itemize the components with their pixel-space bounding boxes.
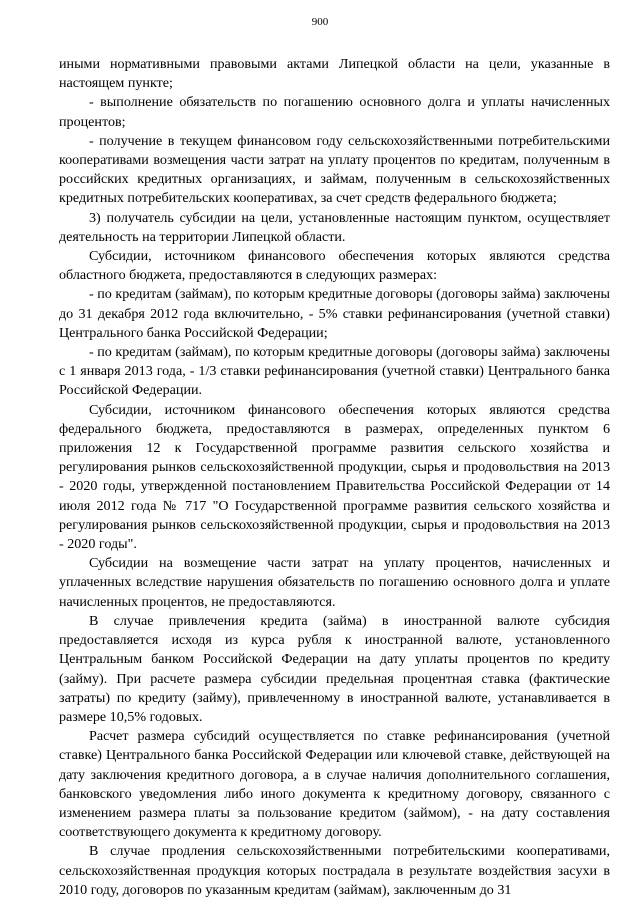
paragraph: Субсидии, источником финансового обеспечения которых являются средства федерального бюджета, предоставляются в размерах, определенных пунктом 6 приложения 12 к Государственной программе развития сельского хозяйства и регулирования рынков сельскохозяйственной продукции, сырья и продовольствия на 2013 - 2020 годы, утвержденной постановлением Правительства Российской Федерации от 14 июля 2012 года № 717 "О Государственной программе развития сельского хозяйства и регулирования рынков сельскохозяйственной продукции, сырья и продовольствия на 2013 - 2020 годы".	[59, 401, 610, 553]
document-body	[59, 55, 610, 900]
paragraph: Субсидии на возмещение части затрат на уплату процентов, начисленных и уплаченных вследствие нарушения обязательств по погашению основного долга и уплате начисленных процентов, не предоставляются.	[59, 555, 610, 610]
page-number: 900	[311, 16, 329, 28]
paragraph: Расчет размера субсидий осуществляется по ставке рефинансирования (учетной ставке) Центрального банка Российской Федерации или ключевой ставке, действующей на дату заключения кредитного договора, а в случае наличия дополнительного соглашения, банковского уведомления либо иного документа к кредитному договору, связанного с изменением размера платы за пользование кредитом (займом), - на дату составления соответствующего документа к кредитному договору.	[59, 728, 610, 841]
paragraph: - выполнение обязательств по погашению основного долга и уплаты начисленных процентов;	[59, 94, 610, 130]
paragraph: - по кредитам (займам), по которым кредитные договоры (договоры займа) заключены до 31 декабря 2012 года включительно, - 5% ставки рефинансирования (учетной ставки) Центрального банка Российской Федерации;	[59, 286, 610, 341]
paragraph: иными нормативными правовыми актами Липецкой области на цели, указанные в настоящем пункте;	[59, 56, 610, 92]
paragraph: Субсидии, источником финансового обеспечения которых являются средства областного бюджета, предоставляются в следующих размерах:	[59, 248, 610, 284]
paragraph: 3) получатель субсидии на цели, установленные настоящим пунктом, осуществляет деятельность на территории Липецкой области.	[59, 209, 610, 245]
paragraph: - по кредитам (займам), по которым кредитные договоры (договоры займа) заключены с 1 января 2013 года, - 1/3 ставки рефинансирования (учетной ставки) Центрального банка Российской Федерации.	[59, 344, 610, 399]
paragraph: В случае продления сельскохозяйственными потребительскими кооперативами, сельскохозяйственная продукция которых пострадала в результате воздействия засухи в 2010 году, договоров по указанным кредитам (займам), заключенным до 31	[59, 843, 610, 898]
paragraph: В случае привлечения кредита (займа) в иностранной валюте субсидия предоставляется исходя из курса рубля к иностранной валюте, установленного Центральным банком Российской Федерации на дату уплаты процентов по кредиту (займу). При расчете размера субсидии предельная процентная ставка (фактические затраты) по кредиту (займу), привлеченному в иностранной валюте, устанавливается в размере 10,5% годовых.	[59, 612, 610, 725]
paragraph: - получение в текущем финансовом году сельскохозяйственными потребительскими кооперативами возмещения части затрат на уплату процентов по кредитам, полученным в российских кредитных организациях, и займам, полученным в сельскохозяйственных кредитных потребительских кооперативах, за счет средств федерального бюджета;	[59, 132, 610, 207]
